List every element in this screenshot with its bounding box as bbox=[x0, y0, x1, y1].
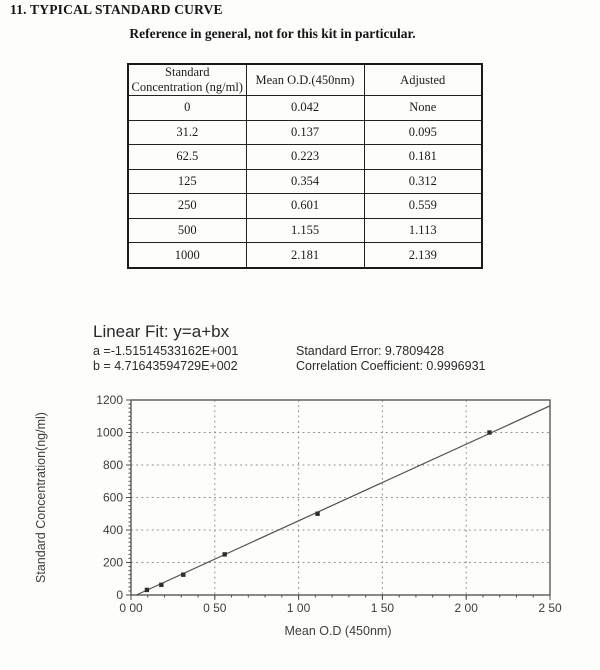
table-cell: 125 bbox=[128, 169, 246, 194]
table-cell: 2.139 bbox=[364, 243, 482, 268]
fit-coefficient-a: a =-1.51514533162E+001 bbox=[93, 344, 239, 358]
table-cell: 500 bbox=[128, 218, 246, 243]
table-cell: 1.155 bbox=[246, 218, 364, 243]
table-row bbox=[128, 169, 482, 194]
table-header-row bbox=[128, 64, 482, 96]
table-header bbox=[128, 64, 482, 96]
table-cell: 0.354 bbox=[246, 169, 364, 194]
y-tick-label: 1200 bbox=[96, 393, 123, 407]
table-cell: 0.312 bbox=[364, 169, 482, 194]
y-tick-label: 0 bbox=[116, 588, 123, 602]
data-point bbox=[181, 572, 185, 576]
y-tick-label: 600 bbox=[102, 490, 123, 505]
table-row bbox=[128, 218, 482, 243]
table-cell: 2.181 bbox=[246, 243, 364, 268]
y-tick-label: 800 bbox=[102, 458, 123, 472]
x-tick-label: 0 00 bbox=[119, 601, 143, 615]
table-cell: 1.113 bbox=[364, 218, 482, 243]
x-tick-label: 2 50 bbox=[538, 601, 562, 615]
table-cell: None bbox=[364, 96, 482, 121]
table-row bbox=[128, 194, 482, 219]
table-cell: 0.601 bbox=[246, 194, 364, 219]
table-row bbox=[128, 96, 482, 121]
data-point bbox=[145, 588, 149, 592]
x-tick-label: 2 00 bbox=[454, 601, 478, 615]
table-cell: 0.137 bbox=[246, 120, 364, 145]
y-tick-label: 200 bbox=[102, 555, 123, 570]
data-point bbox=[159, 583, 163, 587]
fit-standard-error: Standard Error: 9.7809428 bbox=[296, 344, 445, 358]
fit-correlation-coefficient: Correlation Coefficient: 0.9996931 bbox=[296, 358, 486, 373]
fit-equation-title: Linear Fit: y=a+bx bbox=[93, 322, 230, 341]
table-cell: 62.5 bbox=[128, 145, 246, 170]
x-axis-label: Mean O.D (450nm) bbox=[284, 624, 392, 638]
fit-statistics bbox=[296, 344, 485, 373]
table-body bbox=[128, 96, 482, 269]
standard-curve-chart bbox=[0, 390, 600, 670]
page-title: 11. TYPICAL STANDARD CURVE bbox=[10, 2, 223, 17]
fit-coefficients bbox=[93, 344, 238, 373]
y-axis-label: Standard Concentration(ng/ml) bbox=[34, 412, 48, 583]
y-tick-label: 400 bbox=[102, 523, 123, 537]
table-cell: 250 bbox=[128, 194, 246, 219]
x-tick-label: 1 00 bbox=[286, 601, 311, 615]
table-header-cell: Adjusted bbox=[364, 64, 482, 96]
x-tick-label: 0 50 bbox=[203, 601, 227, 615]
table-header-cell: Mean O.D.(450nm) bbox=[246, 64, 364, 96]
standard-curve-table bbox=[127, 63, 483, 269]
y-tick-label: 1000 bbox=[96, 425, 123, 440]
table-header-cell: Standard Concentration (ng/ml) bbox=[128, 64, 246, 96]
fit-coefficient-b: b = 4.71643594729E+002 bbox=[93, 358, 238, 373]
table-cell: 0.559 bbox=[364, 194, 482, 219]
table-cell: 1000 bbox=[128, 243, 246, 268]
data-point bbox=[315, 512, 319, 516]
data-point bbox=[222, 552, 226, 556]
x-tick-label: 1 50 bbox=[370, 601, 395, 615]
table-row bbox=[128, 243, 482, 268]
table-cell: 0 bbox=[128, 96, 246, 121]
table-cell: 31.2 bbox=[128, 120, 246, 145]
table-cell: 0.042 bbox=[246, 96, 364, 121]
data-point bbox=[487, 430, 491, 434]
table-cell: 0.223 bbox=[246, 145, 364, 170]
table-row bbox=[128, 120, 482, 145]
page-subtitle: Reference in general, not for this kit in particular. bbox=[129, 26, 416, 41]
table-cell: 0.095 bbox=[364, 120, 482, 145]
table-cell: 0.181 bbox=[364, 145, 482, 170]
table-row bbox=[128, 145, 482, 170]
